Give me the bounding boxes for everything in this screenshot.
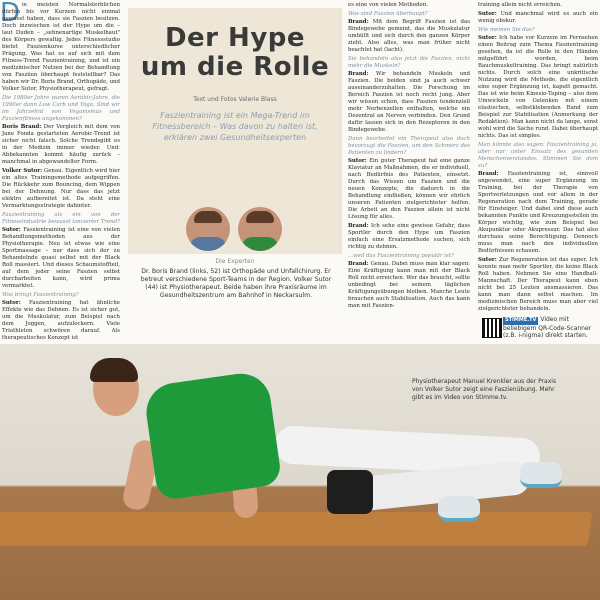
column-1 bbox=[2, 2, 120, 344]
answer-text: Wir behandeln Muskeln und Faszien. Die beiden sind ja auch schwer auseinanderzuhalten. Die Forschung im Bereich Faszien ist noch recht jung. Aber wir wissen schon, dass Faszien tendenziell mehr Nerbenzellen enthalten, welche ein Dezentral an Nerven verbinden. Den Grund dafür lassen sich in den Rezeptoren in den Bindegewebe. bbox=[348, 71, 470, 133]
speaker-label: Brand: bbox=[478, 171, 499, 177]
question: Sie behandeln also jetzt die Faszien, nicht mehr die Muskeln? bbox=[348, 56, 470, 69]
answer-text: Ich habe vor Kurzem im Fernsehen einen Beitrag zum Thema Faszientraining gesehen, da ist die Rolle in den Händen mitgeführt worden, beim Bauchmuskeltraining. Das bringt natürlich nichts. Durch solch eine unkritische Nutzung wird die Methode, die eigentlich eine super Ergänzung ist, kaputt gemacht. Das ist wie beim Kinesio-Taping – also dem Umwickeln von Gelenken mit einem elastischen, selbstklebenden Band zum Beispiel zur Stabilisation (Anmerkung der Redaktion). Man kann nicht da lange, sonst wohl wird die Sache rund. Dabei überhaupt nichts. Das ist simples. bbox=[478, 35, 598, 139]
column-3 bbox=[348, 2, 470, 312]
answer bbox=[478, 257, 598, 313]
question: Was bringt Faszientraining? bbox=[2, 292, 79, 298]
byline: Text und Fotos Valerie Blass bbox=[193, 96, 277, 103]
answer-text: Ich sehe eine gewisse Gefahr, dass Sportler durch den Hype um Faszien einfach eine Ersatzmethode suchen, sich richtig zu dehnen. bbox=[348, 223, 470, 250]
stimme-tv-badge: STIMME.TV bbox=[505, 317, 537, 323]
intro-paragraph: ie meisten Normalsterblichen dürfen bis vor Kurzem nicht einmal gewusst haben, dass sie Faszien besitzen. Doch inzwischen ist der Hype um die – laut Duden – „sehnenartige Muskelhaut" des Körpers gewaltig. Jedes Fitnessstudio bietet Faszienkurse unterschiedlicher Prägung. Was hat es auf sich mit dem Fitness-Trend Faszientraining, und ist ein medizinischer Nutzen bei der Behandlung von Fasziien überhaupt feststellbar? Das haben wir Dr. Boris Brand, Orthopäde, und Volker Sutor, Physiotherapeut, gefragt. bbox=[2, 2, 120, 92]
portrait-volker-sutor bbox=[238, 207, 282, 251]
answer-text: Faszientraining ist, sinnvoll angewendet, eine super Ergänzung im Training, bei der Therapie von Sportverletzungen und vor allem in der Regeneration nach dem Training, gerade für Einsteiger. Und dabei sind diese auch bekannten Punkte und Kreuzungsstellen im Körper wichtig, wie zum Beispiel bei Akupunktur oder Akupressur. Das hat also durchaus seine Berechtigung. Dennoch muss man nach den individuellen Bedürfnissen schauen. bbox=[478, 171, 598, 254]
speaker-label: Brand: bbox=[348, 261, 369, 267]
speaker-label: Brand: bbox=[348, 19, 369, 25]
answer-text: Genau. Dabei muss man klar sagen: Eine Kräftigung kann man mit der Black Roll nicht erreichen. Wer das braucht, sollte unbedingt bei seinem täglichen Kräftigungsübungen bleiben. Manche Leute brauchen auch Stabilisation. Auch das kann man mit Faszien- bbox=[348, 261, 470, 309]
speaker-label: Sutor: bbox=[2, 300, 21, 306]
answer-text: Faszientraining ist eine von vielen Behandlungsmethoden aus der Physiotherapie. Neu ist etwas wie eine Sportmassage – nur dass sich der zu Behandelnde quasi selbst mit der Black Roll massiert. Und dieses Schaumstoffteil, auf dem jeder seine Faszien selbst durcharbeiten kann, wird prima vermarktet. bbox=[2, 227, 120, 289]
speaker-label: Sutor: bbox=[478, 257, 497, 263]
drop-cap: D bbox=[0, 0, 21, 28]
answer bbox=[348, 71, 470, 134]
question: Dann bearbeitet ein Therapeut also doch bevorzugt die Faszien, um den Schmerz des Patienten zu lindern? bbox=[348, 136, 470, 156]
speaker-label: Brand: bbox=[348, 223, 369, 229]
answer bbox=[348, 19, 470, 54]
qr-code[interactable] bbox=[482, 318, 502, 338]
answer-text: Zur Regeneration ist das super. Ich konnte man mehr Sportler, die keine Black Roll haben. Nehmen Sie eine Handball-Mannschaft. Der Therapeut kann eben nicht bei 25 Leuten ansmassieren. Das kann man dann selbst machen. Im medizinischen Bereich muss man aber viel zielgerichteter behandeln. bbox=[478, 257, 598, 312]
question: Wie meinen Sie das? bbox=[478, 27, 535, 33]
answer bbox=[2, 168, 120, 210]
answer bbox=[348, 223, 470, 251]
headline-line-2: um die Rolle bbox=[140, 52, 330, 82]
portrait-boris-brand bbox=[186, 207, 230, 251]
exercise-mat bbox=[0, 512, 592, 546]
answer bbox=[478, 11, 598, 25]
intro-line: training allein nicht erreichen. bbox=[478, 2, 562, 8]
experts-text: Dr. Boris Brand (links, 52) ist Orthopäde und Unfallchirurg. Er betreut verschiedene Sport-Teams in der Region. Volker Sutor (44) ist Physiotherapeut. Beide haben ihre Praxisräume im Gesundheitszentrum am Bahnhof in Neckarsulm. bbox=[140, 268, 332, 299]
question: Was sind Faszien überhaupt? bbox=[348, 11, 428, 17]
shoe-left bbox=[438, 496, 480, 522]
speaker-label: Sutor: bbox=[348, 158, 367, 164]
speaker-label: Boris Brand: bbox=[2, 124, 42, 130]
photo-caption: Physiotherapeut Manuel Krenkler aus der Praxis von Volker Sutor zeigt eine Faszienübung. Mehr gibt es im Video von Stimme.tv. bbox=[412, 378, 557, 401]
question: ...weil das Faszientraining populär ist? bbox=[348, 253, 454, 259]
experts-label: Die Experten bbox=[215, 258, 255, 265]
speaker-label: Sutor: bbox=[478, 35, 497, 41]
question: Die 1980er Jahre waren Aerobic-Jahre, die 1990er dann Low Carb und Yoga. Sind wir im Jahrzehnt von Veganismus und Faszienfitness angekommen? bbox=[2, 95, 120, 122]
headline bbox=[128, 24, 342, 82]
answer bbox=[348, 261, 470, 310]
intro-line: es eine von vielen Methoden. bbox=[348, 2, 428, 8]
speaker-label: Sutor: bbox=[2, 227, 21, 233]
answer bbox=[478, 35, 598, 140]
answer bbox=[2, 227, 120, 290]
person-hair bbox=[90, 358, 138, 382]
answer bbox=[348, 158, 470, 221]
answer bbox=[2, 124, 120, 166]
speaker-label: Brand: bbox=[348, 71, 369, 77]
speaker-label: Sutor: bbox=[478, 11, 497, 17]
question: Faszientraining als ein von der Fitnessindustrie bewusst lancierter Trend? bbox=[2, 212, 120, 225]
deck: Faszientraining ist ein Mega-Trend im Fitnessbereich – Was davon zu halten ist, erklären zwei Gesundheitsexperten bbox=[152, 111, 318, 142]
column-4 bbox=[478, 2, 598, 315]
answer-text: Genau. Eigentlich wird hier ein altes Trainingsmethode aufgegriffen. Die Rückkehr zum Bouncing, dem Wippen bei der Dehnung. Nur dass das jetzt elektro aufbereitet ist. Da steht eine Vermarktungsstrategie dahinter. bbox=[2, 168, 120, 209]
headline-line-1: Der Hype bbox=[164, 23, 306, 53]
answer bbox=[2, 300, 120, 342]
answer-text: Mit dem Begriff Faszien ist das Bindegewebe gemeint, das die Muskulatur umhüllt und sich durch den ganzen Körper zieht. Also alles, was man früher nicht beachtet hat (lacht). bbox=[348, 19, 470, 53]
answer-text: Der Vergleich mit dem von Jane Fonda gestarteten Aerobic-Trend ist sicher nicht falsch. Solche Trendsgibt es in der Medizin immer wieder. Und: Abbekannten kommt häufig zurück – manchmal in abgewandelter Form. bbox=[2, 124, 120, 165]
qr-caption bbox=[503, 316, 598, 340]
shoe-right bbox=[520, 462, 562, 488]
answer-text: Faszientraining hat ähnliche Effekte wie das Dehnen. Es ist sicher gut, um die Muskulatur, zum Beispiel nach dem Joggen, aufzulockern. Viele Triathleten schwören darauf. Als therapeutisches Konzept ist bbox=[2, 300, 120, 341]
speaker-label: Volker Sutor: bbox=[2, 168, 43, 174]
answer-text: Und manchmal wird es auch ein wenig obskur. bbox=[478, 11, 598, 24]
foam-roller bbox=[327, 470, 373, 514]
answer-text: Ein guter Therapeut hat eine ganze Klaviatur an Maßnahmen, die er individuell, nach Bedürfnis des Patienten, einsetzt. Durch das Wissen um Faszien und die neuen Konzepte, die dadurch in die Behandlung einfließen, können wir ehrlich unseren Patienten zielgerichteter helfen. Die Arbeit an den Faszien allein ist nicht Lösung für alles. bbox=[348, 158, 470, 220]
person-torso bbox=[143, 370, 283, 501]
answer bbox=[478, 171, 598, 255]
qr-text: Video mit beliebigem QR-Code-Scanner (z.B. i-nigma) direkt starten. bbox=[503, 316, 592, 339]
question: Man könnte also sagen: Faszientraining ja, aber nur unter Einsatz des gesunden Menschenverstandes. Stimmen Sie dem zu? bbox=[478, 142, 598, 169]
